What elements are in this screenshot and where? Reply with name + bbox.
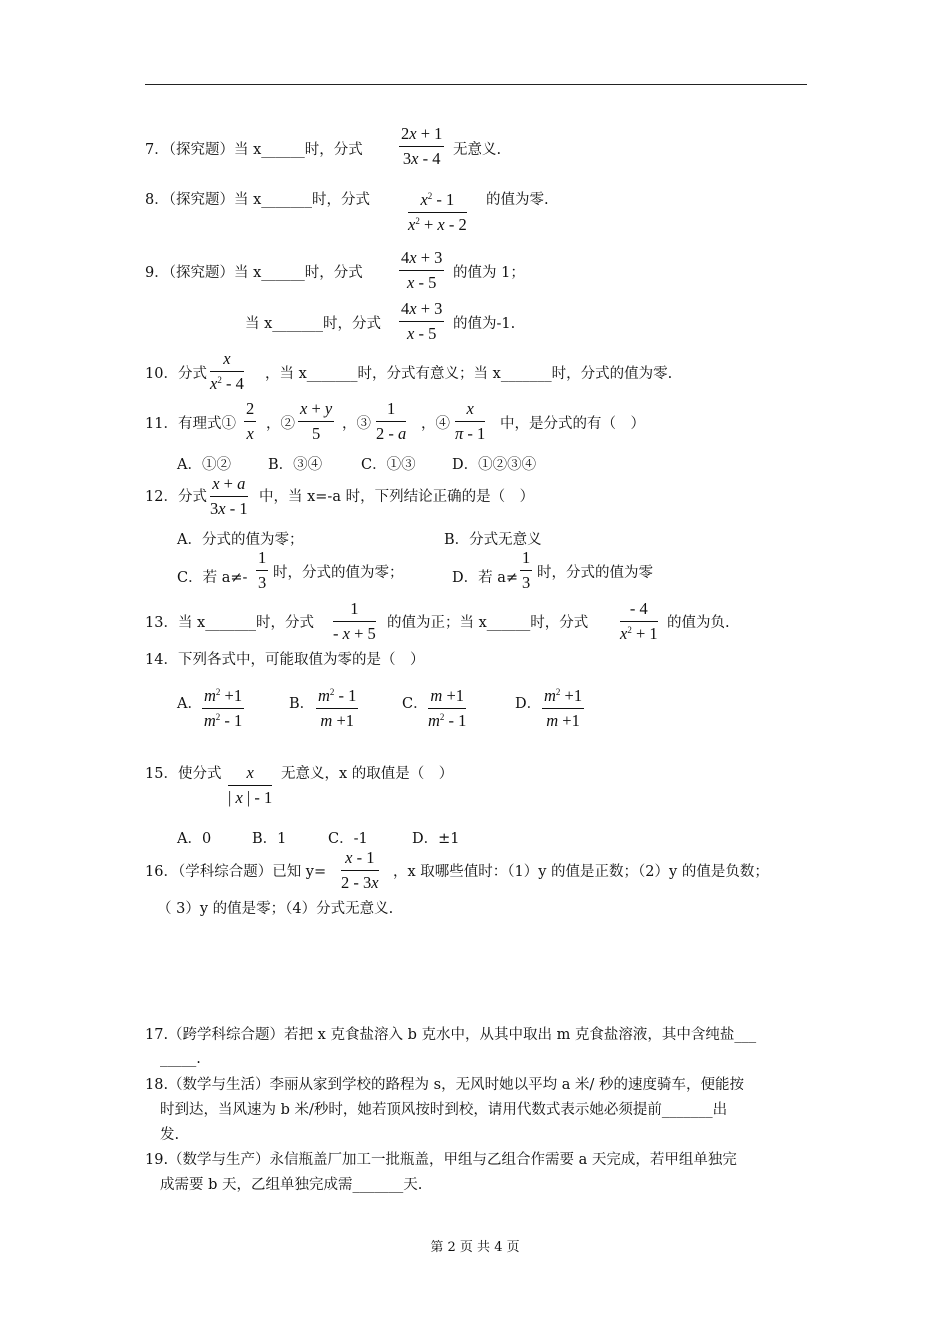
question-13-fraction-1: $\frac{1}{- x + 5}$ <box>333 599 376 643</box>
question-16-line-2: （ 3）y 的值是零；（4）分式无意义. <box>157 901 394 917</box>
question-12-option-a: A．分式的值为零； <box>177 532 304 548</box>
question-12-option-b: B．分式无意义 <box>444 532 542 548</box>
question-19-line-1: 19.（数学与生产）永信瓶盖厂加工一批瓶盖，甲组与乙组合作需要 a 天完成，若甲组单独完 <box>145 1152 737 1168</box>
question-9-fraction-2: $\frac{4x + 3}{x - 5}$ <box>401 299 443 343</box>
question-12-option-d-fraction: $\frac{1}{3}$ <box>522 548 531 592</box>
question-10-text: 10．分式 <box>145 366 207 382</box>
question-11-option-b: B．③④ <box>268 457 323 473</box>
question-15-fraction: $\frac{x}{| x | - 1}$ <box>228 763 273 807</box>
question-15-option-a: A．0 <box>177 831 212 847</box>
question-11-sep-4: ，④ <box>421 416 450 432</box>
question-11-sep-2: ，② <box>266 416 295 432</box>
question-8-text: 8．（探究题）当 x_______时，分式 <box>145 192 371 208</box>
question-16-fraction: $\frac{x - 1}{2 - 3x}$ <box>341 848 379 892</box>
question-14-label-b: B． <box>289 696 315 712</box>
question-13-text: 13．当 x_______时，分式 <box>145 615 314 631</box>
question-11-option-a: A．①② <box>177 457 231 473</box>
question-11-tail: 中，是分式的有（ ） <box>500 416 645 432</box>
question-11-option-d: D．①②③④ <box>452 457 537 473</box>
question-16-text: 16．（学科综合题）已知 y= <box>145 864 327 880</box>
question-15-option-d: D．±1 <box>412 831 460 847</box>
question-16-tail: ，x 取哪些值时：（1）y 的值是正数；（2）y 的值是负数； <box>393 864 769 880</box>
question-7-tail: 无意义. <box>453 142 502 158</box>
question-7-fraction: $\frac{2x + 1}{3x - 4}$ <box>401 124 443 168</box>
question-12-text: 12．分式 <box>145 489 207 505</box>
question-9-text: 9．（探究题）当 x______时，分式 <box>145 265 363 281</box>
question-12-option-c: C．若 a≠- <box>177 570 248 586</box>
question-14-option-d-fraction: $\frac{m^2 +1}{m +1}$ <box>544 686 583 730</box>
question-9-fraction-1: $\frac{4x + 3}{x - 5}$ <box>401 248 443 292</box>
question-14-option-b-fraction: $\frac{m^2 - 1}{m +1}$ <box>318 686 357 730</box>
question-13-tail: 的值为负. <box>667 615 730 631</box>
question-14-text: 14．下列各式中，可能取值为零的是（ ） <box>145 652 425 668</box>
question-11-sep-3: ，③ <box>342 416 371 432</box>
question-9-text-2: 当 x_______时，分式 <box>245 316 382 332</box>
question-11-fraction-3: $\frac{1}{2 - a}$ <box>376 399 407 443</box>
question-12-option-d: D．若 a≠ <box>452 570 519 586</box>
question-17-line-1: 17.（跨学科综合题）若把 x 克食盐溶入 b 克水中，从其中取出 m 克食盐溶液，其中含纯盐___ <box>145 1027 757 1043</box>
question-15-text: 15．使分式 <box>145 766 222 782</box>
question-15-option-b: B．1 <box>252 831 287 847</box>
question-11-option-c: C．①③ <box>361 457 416 473</box>
question-18-line-1: 18.（数学与生活）李丽从家到学校的路程为 s，无风时她以平均 a 米/ 秒的速度骑车，便能按 <box>145 1077 744 1093</box>
question-11-text: 11．有理式① <box>145 416 236 432</box>
question-10-tail: ，当 x_______时，分式有意义；当 x_______时，分式的值为零. <box>265 366 673 382</box>
question-14-label-a: A． <box>177 696 202 712</box>
question-11-fraction-4: $\frac{x}{\pi - 1}$ <box>455 399 486 443</box>
question-18-line-3: 发. <box>160 1127 180 1143</box>
question-12-option-d-tail: 时，分式的值为零 <box>537 565 653 581</box>
question-14-option-c-fraction: $\frac{m +1}{m^2 - 1}$ <box>428 686 467 730</box>
question-8-fraction: $\frac{x^2 - 1}{x^2 + x - 2}$ <box>408 190 467 234</box>
question-11-fraction-2: $\frac{x + y}{5}$ <box>300 399 333 443</box>
question-15-option-c: C．-1 <box>328 831 368 847</box>
question-11-fraction-1: $\frac{2}{x}$ <box>246 399 255 443</box>
question-14-option-a-fraction: $\frac{m^2 +1}{m^2 - 1}$ <box>203 686 243 730</box>
question-13-mid: 的值为正；当 x______时，分式 <box>387 615 589 631</box>
question-18-line-2: 时到达，当风速为 b 米/秒时，她若顶风按时到校，请用代数式表示她必须提前_______出 <box>160 1102 728 1118</box>
question-7-text: 7．（探究题）当 x______时，分式 <box>145 142 363 158</box>
question-12-tail: 中，当 x=-a 时，下列结论正确的是（ ） <box>259 489 535 505</box>
header-rule <box>145 84 807 85</box>
question-14-label-c: C． <box>402 696 428 712</box>
question-10-fraction: $\frac{x}{x^2 - 4}$ <box>210 349 244 393</box>
question-12-option-c-tail: 时，分式的值为零； <box>273 565 404 581</box>
question-8-tail: 的值为零. <box>486 192 549 208</box>
page-footer: 第 2 页 共 4 页 <box>430 1240 520 1255</box>
question-15-tail: 无意义，x 的取值是（ ） <box>281 766 454 782</box>
question-12-option-c-fraction: $\frac{1}{3}$ <box>258 548 267 592</box>
question-13-fraction-2: $\frac{- 4}{x^2 + 1}$ <box>620 599 658 643</box>
question-9-tail-1: 的值为 1； <box>453 265 525 281</box>
question-12-fraction: $\frac{x + a}{3x - 1}$ <box>210 474 248 518</box>
question-19-line-2: 成需要 b 天，乙组单独完成需_______天. <box>160 1177 423 1193</box>
question-9-tail-2: 的值为-1. <box>453 316 516 332</box>
question-14-label-d: D． <box>515 696 542 712</box>
question-17-line-2: _____. <box>160 1051 201 1067</box>
